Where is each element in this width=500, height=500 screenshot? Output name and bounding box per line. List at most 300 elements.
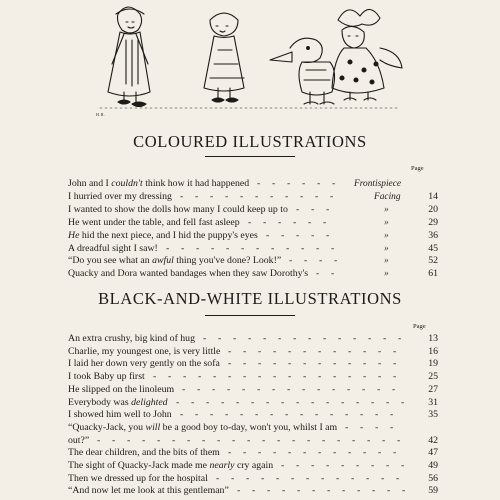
leader-dash: - bbox=[371, 460, 375, 471]
caption-post: be a good boy to-day, won't you, whilst I am bbox=[160, 421, 338, 433]
leader-dash: - bbox=[273, 371, 277, 383]
page-number: 29 bbox=[428, 216, 438, 228]
caption-pre: out?” bbox=[68, 434, 90, 446]
leader-dash: - bbox=[312, 485, 316, 497]
leader-dash: - bbox=[180, 190, 184, 202]
leader-dash: - bbox=[197, 383, 201, 395]
entry-caption bbox=[68, 409, 172, 421]
entry-caption bbox=[68, 243, 158, 255]
leader-dash: - bbox=[166, 242, 170, 254]
leader-dash: - bbox=[196, 242, 200, 254]
leader-dash: - bbox=[248, 216, 252, 228]
page-number: 42 bbox=[428, 434, 438, 446]
entry-caption bbox=[68, 178, 249, 190]
facing-mark: Frontispiece bbox=[354, 179, 402, 189]
leader-dash: - bbox=[281, 460, 285, 471]
page-number: 13 bbox=[428, 333, 438, 344]
leader-dash: - bbox=[301, 242, 305, 254]
leader-dash: - bbox=[258, 371, 262, 383]
leader-dash: - bbox=[315, 409, 319, 421]
leader-dash: - bbox=[227, 383, 231, 395]
leader-dash: - bbox=[297, 485, 301, 497]
leader-dash: - bbox=[362, 383, 366, 395]
caption-pre: Then we dressed up for the hospital bbox=[68, 472, 208, 484]
leader-dash: - bbox=[332, 383, 336, 395]
leader-dash: - bbox=[318, 371, 322, 383]
heading-rule bbox=[205, 315, 295, 316]
leader-dash: - bbox=[198, 371, 202, 383]
toc-entry bbox=[68, 409, 438, 421]
leader-dash: - bbox=[236, 396, 240, 408]
leader-dash: - bbox=[285, 190, 289, 202]
leader-dash: - bbox=[345, 421, 349, 433]
leader-dash: - bbox=[233, 333, 237, 344]
bw-illustrations-heading: BLACK-AND-WHITE ILLUSTRATIONS bbox=[98, 289, 402, 308]
leader-dash: - bbox=[288, 345, 292, 357]
leader-dash: - bbox=[351, 472, 355, 484]
leader-dash: - bbox=[210, 190, 214, 202]
children-with-dolls-illustration bbox=[80, 0, 420, 118]
leader-dash: - bbox=[341, 396, 345, 408]
leader-dash: - bbox=[172, 434, 176, 446]
leader-dash: - bbox=[276, 472, 280, 484]
leader-dash: - bbox=[300, 190, 304, 202]
entry-caption bbox=[68, 473, 208, 485]
leader-dash: - bbox=[258, 345, 262, 357]
leader-dash: - bbox=[393, 447, 397, 459]
leader-dash: - bbox=[326, 396, 330, 408]
leader-dash: - bbox=[330, 190, 334, 202]
leader-dash: - bbox=[401, 460, 405, 471]
toc-entry bbox=[68, 422, 438, 434]
leader-dash: - bbox=[258, 358, 262, 370]
leader-dash: - bbox=[243, 358, 247, 370]
leader-dash: - bbox=[203, 333, 207, 344]
toc-entry bbox=[68, 473, 438, 485]
leader-dash: - bbox=[195, 409, 199, 421]
leader-dash: - bbox=[345, 409, 349, 421]
leader-dash: - bbox=[243, 371, 247, 383]
leader-dash: - bbox=[272, 178, 276, 189]
leader-dash: - bbox=[225, 190, 229, 202]
doll-with-bow-figure bbox=[332, 9, 402, 100]
leader-dash: - bbox=[296, 396, 300, 408]
girl-figure bbox=[108, 7, 150, 107]
leader-dash: - bbox=[333, 358, 337, 370]
leader-dash: - bbox=[255, 190, 259, 202]
leader-dash: - bbox=[281, 396, 285, 408]
artist-signature: H.R. bbox=[96, 112, 106, 117]
leader-dash: - bbox=[347, 383, 351, 395]
leader-dash: - bbox=[232, 434, 236, 446]
toc-entry bbox=[68, 333, 438, 345]
leader-dash: - bbox=[292, 434, 296, 446]
leader-dash: - bbox=[302, 178, 306, 189]
leader-dash: - bbox=[303, 371, 307, 383]
leader-dash: - bbox=[386, 460, 390, 471]
toc-entry bbox=[68, 371, 438, 383]
entry-caption bbox=[68, 371, 145, 383]
leader-dash: - bbox=[228, 447, 232, 459]
leader-dash: - bbox=[112, 434, 116, 446]
page-number: 45 bbox=[428, 242, 438, 254]
leader-dash: - bbox=[307, 434, 311, 446]
leader-dash: - bbox=[216, 472, 220, 484]
caption-pre: He went under the table, and fell fast asleep bbox=[68, 216, 240, 228]
leader-dash: - bbox=[318, 358, 322, 370]
leader-dash: - bbox=[330, 409, 334, 421]
leader-dash: - bbox=[225, 409, 229, 421]
toc-entry bbox=[68, 485, 438, 497]
leader-dash: - bbox=[315, 190, 319, 202]
leader-dash: - bbox=[228, 358, 232, 370]
page-number: 19 bbox=[428, 358, 438, 370]
leader-dash: - bbox=[322, 434, 326, 446]
leader-dash: - bbox=[383, 333, 387, 344]
leader-dash: - bbox=[157, 434, 161, 446]
leader-dash: - bbox=[288, 447, 292, 459]
entry-caption bbox=[68, 397, 168, 409]
caption-em: He bbox=[68, 229, 80, 241]
leader-dash: - bbox=[323, 216, 327, 228]
leader-dash: - bbox=[286, 242, 290, 254]
leader-dash: - bbox=[272, 383, 276, 395]
caption-post: cry again bbox=[234, 460, 274, 471]
leader-dash: - bbox=[382, 434, 386, 446]
facing-mark: » bbox=[384, 243, 389, 254]
toc-entry bbox=[68, 358, 438, 370]
entry-caption bbox=[68, 204, 288, 216]
leader-dash: - bbox=[258, 447, 262, 459]
toc-entry bbox=[68, 384, 438, 396]
leader-dash: - bbox=[332, 178, 336, 189]
leader-dash: - bbox=[363, 371, 367, 383]
entry-caption bbox=[68, 230, 258, 242]
heading-rule bbox=[205, 156, 295, 157]
leader-dash: - bbox=[381, 472, 385, 484]
leader-dash: - bbox=[248, 333, 252, 344]
caption-em: delighted bbox=[131, 396, 168, 408]
leader-dash: - bbox=[289, 255, 293, 267]
leader-dash: - bbox=[195, 190, 199, 202]
leader-dash: - bbox=[293, 216, 297, 228]
leader-dash: - bbox=[327, 485, 331, 497]
caption-pre: “Quacky-Jack, you bbox=[68, 421, 146, 433]
leader-dash: - bbox=[337, 434, 341, 446]
leader-dash: - bbox=[237, 485, 241, 497]
leader-dash: - bbox=[392, 383, 396, 395]
leader-dash: - bbox=[390, 421, 394, 433]
leader-dash: - bbox=[257, 178, 261, 189]
facing-mark: » bbox=[384, 204, 389, 215]
leader-dash: - bbox=[281, 229, 285, 241]
leader-dash: - bbox=[270, 190, 274, 202]
facing-mark: » bbox=[384, 217, 389, 228]
leader-dash: - bbox=[97, 434, 101, 446]
entry-caption bbox=[68, 435, 89, 447]
leader-dash: - bbox=[375, 421, 379, 433]
leader-dash: - bbox=[202, 434, 206, 446]
leader-dash: - bbox=[252, 485, 256, 497]
entry-caption bbox=[68, 255, 281, 267]
entry-caption bbox=[68, 447, 220, 459]
facing-mark: » bbox=[384, 256, 389, 267]
leader-dash: - bbox=[273, 358, 277, 370]
entry-caption bbox=[68, 333, 195, 345]
leader-dash: - bbox=[243, 345, 247, 357]
leader-dash: - bbox=[363, 358, 367, 370]
leader-dash: - bbox=[242, 383, 246, 395]
entry-caption bbox=[68, 384, 174, 396]
page-number: 56 bbox=[428, 472, 438, 484]
leader-dash: - bbox=[367, 434, 371, 446]
leader-dash: - bbox=[273, 447, 277, 459]
caption-pre: “Do you see what an bbox=[68, 255, 153, 267]
leader-dash: - bbox=[218, 333, 222, 344]
leader-dash: - bbox=[378, 447, 382, 459]
leader-dash: - bbox=[341, 460, 345, 471]
toc-entry bbox=[68, 204, 438, 216]
leader-dash: - bbox=[240, 409, 244, 421]
leader-dash: - bbox=[278, 333, 282, 344]
leader-dash: - bbox=[296, 460, 300, 471]
leader-dash: - bbox=[273, 345, 277, 357]
caption-pre: I hurried over my dressing bbox=[68, 190, 172, 202]
toc-entry bbox=[68, 243, 438, 255]
leader-dash: - bbox=[302, 383, 306, 395]
entry-caption bbox=[68, 460, 273, 472]
leader-dash: - bbox=[318, 345, 322, 357]
leader-dash: - bbox=[282, 485, 286, 497]
leader-dash: - bbox=[303, 358, 307, 370]
leader-dash: - bbox=[246, 472, 250, 484]
leader-dash: - bbox=[318, 447, 322, 459]
caption-pre: I wanted to show the dolls how many I could keep up to bbox=[68, 203, 288, 215]
caption-pre: An extra crushy, big kind of hug bbox=[68, 333, 195, 344]
leader-dash: - bbox=[213, 371, 217, 383]
leader-dash: - bbox=[180, 409, 184, 421]
facing-mark: » bbox=[384, 230, 389, 241]
leader-dash: - bbox=[228, 345, 232, 357]
caption-post: think how it had happened bbox=[142, 178, 250, 189]
toc-entry bbox=[68, 217, 438, 229]
leader-dash: - bbox=[363, 447, 367, 459]
toc-entry bbox=[68, 268, 438, 280]
leader-dash: - bbox=[333, 371, 337, 383]
leader-dash: - bbox=[366, 472, 370, 484]
leader-dash: - bbox=[176, 396, 180, 408]
caption-pre: Everybody was bbox=[68, 396, 132, 408]
page-number: 35 bbox=[428, 409, 438, 421]
leader-dash: - bbox=[217, 434, 221, 446]
leader-dash: - bbox=[333, 345, 337, 357]
leader-dash: - bbox=[212, 383, 216, 395]
leader-dash: - bbox=[393, 371, 397, 383]
caption-pre: Quacky and Dora wanted bandages when they saw Dorothy's bbox=[68, 268, 309, 280]
leader-dash: - bbox=[331, 242, 335, 254]
leader-dash: - bbox=[393, 345, 397, 357]
leader-dash: - bbox=[348, 447, 352, 459]
caption-pre: I took Baby up first bbox=[68, 371, 145, 383]
leader-dash: - bbox=[296, 203, 300, 215]
leader-dash: - bbox=[393, 358, 397, 370]
leader-dash: - bbox=[311, 396, 315, 408]
caption-pre: The dear children, and the bits of them bbox=[68, 447, 220, 459]
leader-dash: - bbox=[303, 345, 307, 357]
leader-dash: - bbox=[243, 447, 247, 459]
leader-dash: - bbox=[231, 472, 235, 484]
leader-dash: - bbox=[206, 396, 210, 408]
leader-dash: - bbox=[396, 472, 400, 484]
caption-em: will bbox=[145, 421, 161, 433]
leader-dash: - bbox=[356, 460, 360, 471]
leader-dash: - bbox=[342, 485, 346, 497]
leader-dash: - bbox=[266, 229, 270, 241]
page-column-header: Page bbox=[413, 323, 426, 330]
leader-dash: - bbox=[304, 255, 308, 267]
leader-dash: - bbox=[181, 242, 185, 254]
leader-dash: - bbox=[211, 242, 215, 254]
toc-entry bbox=[68, 447, 438, 459]
caption-pre: I laid her down very gently on the sofa bbox=[68, 358, 220, 370]
leader-dash: - bbox=[401, 396, 405, 408]
leader-dash: - bbox=[360, 409, 364, 421]
leader-dash: - bbox=[241, 242, 245, 254]
caption-pre: He slipped on the linoleum bbox=[68, 383, 175, 395]
leader-dash: - bbox=[334, 255, 338, 267]
leader-dash: - bbox=[293, 333, 297, 344]
leader-dash: - bbox=[168, 371, 172, 383]
leader-dash: - bbox=[326, 229, 330, 241]
leader-dash: - bbox=[266, 396, 270, 408]
caption-pre: John and I bbox=[68, 178, 112, 189]
leader-dash: - bbox=[278, 216, 282, 228]
leader-dash: - bbox=[303, 447, 307, 459]
leader-dash: - bbox=[182, 383, 186, 395]
toc-entry bbox=[68, 178, 438, 190]
leader-dash: - bbox=[300, 409, 304, 421]
leader-dash: - bbox=[263, 333, 267, 344]
page-number: 16 bbox=[428, 345, 438, 357]
page-number: 20 bbox=[428, 203, 438, 215]
leader-dash: - bbox=[255, 409, 259, 421]
toc-entry bbox=[68, 230, 438, 242]
leader-dash: - bbox=[368, 333, 372, 344]
entry-caption bbox=[68, 217, 240, 229]
leader-dash: - bbox=[363, 345, 367, 357]
leader-dash: - bbox=[378, 371, 382, 383]
leader-dash: - bbox=[352, 434, 356, 446]
leader-dash: - bbox=[338, 333, 342, 344]
leader-dash: - bbox=[210, 409, 214, 421]
toc-entry bbox=[68, 435, 438, 447]
page-column-header: Page bbox=[411, 165, 424, 172]
leader-dash: - bbox=[319, 255, 323, 267]
leader-dash: - bbox=[288, 371, 292, 383]
leader-dash: - bbox=[270, 409, 274, 421]
entry-caption bbox=[68, 268, 308, 280]
leader-dash: - bbox=[390, 409, 394, 421]
page-number: 25 bbox=[428, 371, 438, 383]
entry-caption bbox=[68, 485, 229, 497]
caption-post: hid the next piece, and I hid the puppy's eyes bbox=[79, 229, 258, 241]
leader-dash: - bbox=[240, 190, 244, 202]
entry-caption bbox=[68, 422, 337, 434]
leader-dash: - bbox=[360, 421, 364, 433]
leader-dash: - bbox=[326, 203, 330, 215]
toc-entry bbox=[68, 397, 438, 409]
leader-dash: - bbox=[262, 434, 266, 446]
leader-dash: - bbox=[221, 396, 225, 408]
leader-dash: - bbox=[191, 396, 195, 408]
leader-dash: - bbox=[316, 268, 320, 280]
leader-dash: - bbox=[226, 242, 230, 254]
leader-dash: - bbox=[316, 242, 320, 254]
caption-pre: “And now let me look at this gentleman” bbox=[68, 485, 229, 497]
leader-dash: - bbox=[308, 216, 312, 228]
page-number: 52 bbox=[428, 255, 438, 267]
page-number: 14 bbox=[428, 190, 438, 202]
page-number: 47 bbox=[428, 447, 438, 459]
leader-dash: - bbox=[187, 434, 191, 446]
leader-dash: - bbox=[378, 345, 382, 357]
toc-entry bbox=[68, 346, 438, 358]
caption-em: couldn't bbox=[111, 178, 143, 189]
leader-dash: - bbox=[251, 396, 255, 408]
caption-pre: The sight of Quacky-Jack made me bbox=[68, 460, 210, 471]
leader-dash: - bbox=[397, 434, 401, 446]
page-number: 36 bbox=[428, 229, 438, 241]
leader-dash: - bbox=[257, 383, 261, 395]
doll-in-bonnet-figure bbox=[204, 13, 244, 102]
leader-dash: - bbox=[333, 447, 337, 459]
leader-dash: - bbox=[336, 472, 340, 484]
leader-dash: - bbox=[378, 358, 382, 370]
leader-dash: - bbox=[323, 333, 327, 344]
page-number: 59 bbox=[428, 485, 438, 497]
leader-dash: - bbox=[402, 485, 406, 497]
facing-mark: » bbox=[384, 269, 389, 280]
leader-dash: - bbox=[377, 383, 381, 395]
leader-dash: - bbox=[311, 203, 315, 215]
leader-dash: - bbox=[326, 460, 330, 471]
leader-dash: - bbox=[287, 178, 291, 189]
caption-pre: A dreadful sight I saw! bbox=[68, 242, 158, 254]
leader-dash: - bbox=[308, 333, 312, 344]
leader-dash: - bbox=[291, 472, 295, 484]
leader-dash: - bbox=[386, 396, 390, 408]
leader-dash: - bbox=[348, 371, 352, 383]
entry-caption bbox=[68, 358, 220, 370]
leader-dash: - bbox=[371, 396, 375, 408]
entry-caption bbox=[68, 191, 172, 203]
leader-dash: - bbox=[288, 358, 292, 370]
leader-dash: - bbox=[356, 396, 360, 408]
leader-dash: - bbox=[267, 485, 271, 497]
leader-dash: - bbox=[375, 409, 379, 421]
leader-dash: - bbox=[331, 268, 335, 280]
caption-pre: I showed him well to John bbox=[68, 409, 172, 421]
page-number: 27 bbox=[428, 383, 438, 395]
leader-dash: - bbox=[127, 434, 131, 446]
leader-dash: - bbox=[353, 333, 357, 344]
leader-dash: - bbox=[317, 178, 321, 189]
page-number: 31 bbox=[428, 396, 438, 408]
leader-dash: - bbox=[183, 371, 187, 383]
leader-dash: - bbox=[142, 434, 146, 446]
leader-dash: - bbox=[296, 229, 300, 241]
coloured-illustrations-heading: COLOURED ILLUSTRATIONS bbox=[133, 132, 367, 151]
